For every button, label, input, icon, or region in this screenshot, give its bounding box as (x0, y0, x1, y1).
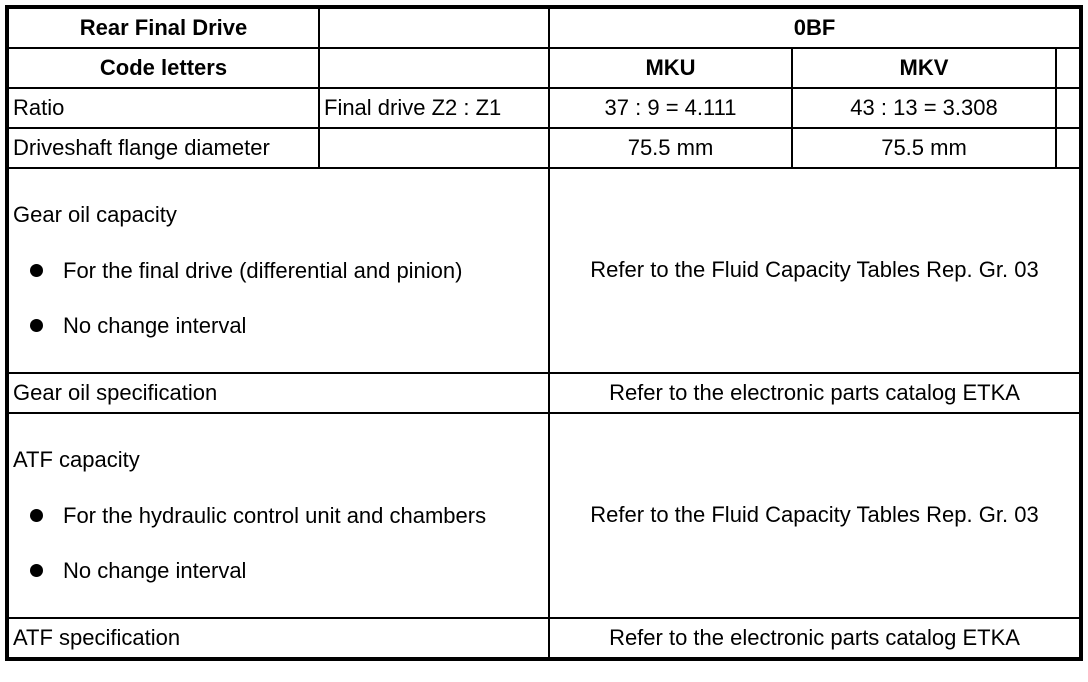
header-row-1 (8, 8, 1080, 48)
empty-cell (319, 8, 549, 48)
gear-oil-capacity-cell (8, 168, 549, 373)
flange-label: Driveshaft flange diameter (8, 128, 319, 168)
flange-value-mku: 75.5 mm (549, 128, 792, 168)
gear-oil-spec-value: Refer to the electronic parts catalog ETKA (549, 373, 1080, 413)
atf-capacity-value: Refer to the Fluid Capacity Tables Rep. Gr. 03 (549, 413, 1080, 618)
list-item (13, 559, 544, 583)
gear-oil-capacity-bullets (13, 259, 544, 338)
atf-capacity-cell (8, 413, 549, 618)
family-code-heading: 0BF (549, 8, 1080, 48)
bullet-text: For the final drive (differential and pinion) (63, 257, 463, 283)
rear-final-drive-table (7, 7, 1081, 659)
ratio-value-mku: 37 : 9 = 4.111 (549, 88, 792, 128)
gear-oil-capacity-value: Refer to the Fluid Capacity Tables Rep. Gr. 03 (549, 168, 1080, 373)
ratio-label: Ratio (8, 88, 319, 128)
gear-oil-capacity-label: Gear oil capacity (13, 202, 177, 228)
atf-capacity-row (8, 413, 1080, 618)
atf-spec-value: Refer to the electronic parts catalog ETKA (549, 618, 1080, 658)
atf-capacity-bullets (13, 504, 544, 583)
bullet-text: No change interval (63, 312, 247, 338)
empty-cell (1056, 88, 1080, 128)
empty-cell (319, 128, 549, 168)
list-item (13, 314, 544, 338)
empty-cell (1056, 48, 1080, 88)
atf-spec-label: ATF specification (8, 618, 549, 658)
ratio-value-mkv: 43 : 13 = 3.308 (792, 88, 1056, 128)
gear-oil-spec-label: Gear oil specification (8, 373, 549, 413)
rear-final-drive-heading: Rear Final Drive (8, 8, 319, 48)
atf-spec-row (8, 618, 1080, 658)
list-item (13, 259, 544, 283)
gear-oil-capacity-row (8, 168, 1080, 373)
empty-cell (1056, 128, 1080, 168)
header-row-2 (8, 48, 1080, 88)
ratio-sub-label: Final drive Z2 : Z1 (319, 88, 549, 128)
empty-cell (319, 48, 549, 88)
list-item (13, 504, 544, 528)
bullet-icon (30, 509, 43, 522)
variant-mku-heading: MKU (549, 48, 792, 88)
gear-oil-spec-row (8, 373, 1080, 413)
bullet-icon (30, 564, 43, 577)
flange-value-mkv: 75.5 mm (792, 128, 1056, 168)
variant-mkv-heading: MKV (792, 48, 1056, 88)
bullet-icon (30, 264, 43, 277)
flange-row (8, 128, 1080, 168)
bullet-text: No change interval (63, 557, 247, 583)
atf-capacity-label: ATF capacity (13, 447, 140, 473)
bullet-icon (30, 319, 43, 332)
ratio-row (8, 88, 1080, 128)
bullet-text: For the hydraulic control unit and chambers (63, 502, 487, 528)
code-letters-heading: Code letters (8, 48, 319, 88)
